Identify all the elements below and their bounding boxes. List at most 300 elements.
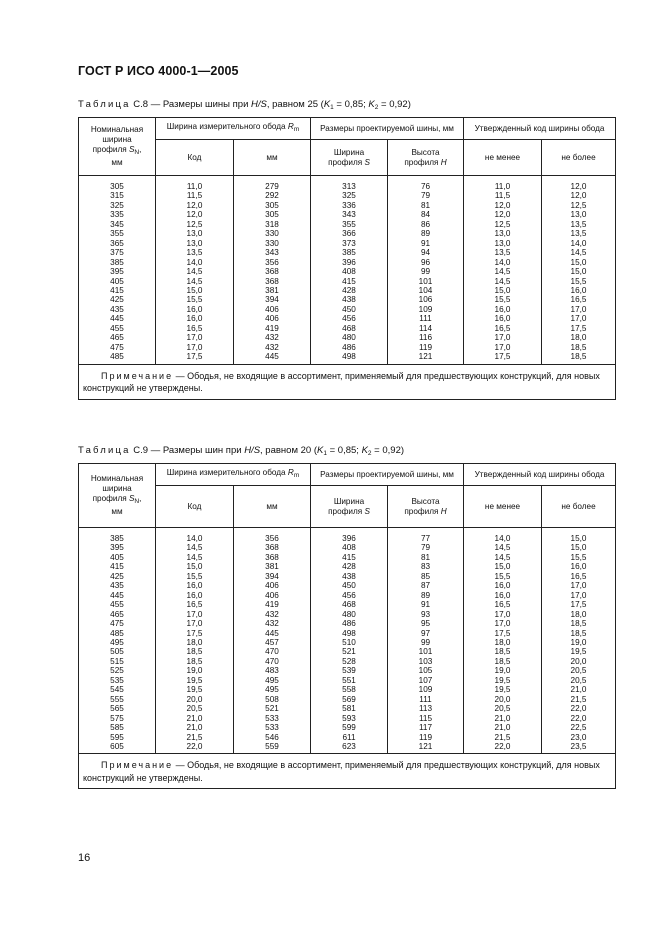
table-cell: 17,0 [156,619,234,628]
table-cell: 11,0 [464,176,542,192]
table-cell: 425 [79,572,156,581]
table-cell: 94 [388,248,464,257]
table-row [79,638,616,647]
table-cell: 22,0 [464,742,542,754]
table-cell: 121 [388,352,464,364]
table-cell: 19,0 [542,638,616,647]
table-cell: 599 [311,723,388,732]
approved-code-header: Утвержденный код ширины обода [464,464,616,486]
table-cell: 355 [311,220,388,229]
table-cell: 101 [388,277,464,286]
table-cell: 585 [79,723,156,732]
table-cell: 480 [311,610,388,619]
table-cell: 14,5 [464,267,542,276]
table-cell: 498 [311,629,388,638]
table-cell: 385 [311,248,388,257]
table-row [79,685,616,694]
table-cell: 81 [388,201,464,210]
table-cell: 20,5 [542,676,616,685]
table-cell: 17,0 [464,619,542,628]
table-cell: 521 [234,704,311,713]
table-cell: 335 [79,210,156,219]
table-cell: 115 [388,714,464,723]
table-cell: 21,0 [156,714,234,723]
table-cell: 18,5 [464,647,542,656]
table-cell: 91 [388,239,464,248]
table-cell: 15,0 [542,528,616,544]
table-cell: 84 [388,210,464,219]
table-cell: 366 [311,229,388,238]
table-cell: 18,5 [464,657,542,666]
table-row [79,258,616,267]
table-cell: 486 [311,619,388,628]
table-cell: 432 [234,343,311,352]
table-cell: 18,5 [542,352,616,364]
table-cell: 445 [234,629,311,638]
table-cell: 16,5 [464,324,542,333]
table-cell: 21,5 [156,733,234,742]
table-cell: 14,5 [156,553,234,562]
table-cell: 87 [388,581,464,590]
table-cell: 20,0 [542,657,616,666]
table-cell: 17,5 [156,352,234,364]
table-cell: 96 [388,258,464,267]
table-row [79,733,616,742]
table-cell: 480 [311,333,388,342]
table-cell: 415 [311,553,388,562]
table-cell: 18,5 [542,343,616,352]
table-cell: 79 [388,543,464,552]
table-cell: 18,5 [542,629,616,638]
table-cell: 395 [79,267,156,276]
table-cell: 20,0 [156,695,234,704]
table-cell: 16,0 [156,591,234,600]
table-cell: 495 [234,676,311,685]
table-cell: 16,0 [542,286,616,295]
table-cell: 22,0 [542,714,616,723]
table-cell: 17,5 [464,629,542,638]
table-cell: 14,5 [464,543,542,552]
max-header: не более [542,140,616,176]
table-cell: 111 [388,314,464,323]
table-cell: 368 [234,543,311,552]
table-row [79,267,616,276]
table-cell: 18,0 [542,610,616,619]
table-cell: 408 [311,543,388,552]
table-cell: 16,0 [156,305,234,314]
table-row [79,562,616,571]
table-cell: 465 [79,610,156,619]
rim-width-header: Ширина измерительного обода $R_m$ [156,118,311,140]
table-cell: 15,5 [464,295,542,304]
table-cell: 569 [311,695,388,704]
table-cell: 86 [388,220,464,229]
table-cell: 415 [79,286,156,295]
table-cell: 330 [234,229,311,238]
table-cell: 18,5 [156,647,234,656]
table-cell: 305 [234,201,311,210]
table-cell: 16,5 [464,600,542,609]
min-header: не менее [464,486,542,528]
table-cell: 97 [388,629,464,638]
table-cell: 456 [311,314,388,323]
table-cell: 368 [234,267,311,276]
table-cell: 12,5 [464,220,542,229]
table-cell: 510 [311,638,388,647]
table-cell: 419 [234,600,311,609]
table-cell: 396 [311,258,388,267]
table-cell: 406 [234,305,311,314]
table-cell: 533 [234,714,311,723]
table-row [79,647,616,656]
table-row [79,742,616,754]
table-cell: 12,5 [156,220,234,229]
table-cell: 21,5 [542,695,616,704]
table-cell: 13,0 [156,239,234,248]
tire-dimensions-header: Размеры проектируемой шины, мм [311,464,464,486]
table-row [79,600,616,609]
table-cell: 318 [234,220,311,229]
table-cell: 405 [79,553,156,562]
table-cell: 575 [79,714,156,723]
table-cell: 343 [234,248,311,257]
table-cell: 104 [388,286,464,295]
table-cell: 116 [388,333,464,342]
table-cell: 394 [234,572,311,581]
table-cell: 15,0 [156,286,234,295]
table-cell: 343 [311,210,388,219]
max-header: не более [542,486,616,528]
table-cell: 528 [311,657,388,666]
table-row [79,239,616,248]
table-cell: 450 [311,305,388,314]
table-cell: 415 [311,277,388,286]
table-cell: 475 [79,619,156,628]
table-cell: 12,0 [156,201,234,210]
table-cell: 13,5 [464,248,542,257]
table-cell: 406 [234,581,311,590]
approved-code-header: Утвержденный код ширины обода [464,118,616,140]
tire-dimensions-header: Размеры проектируемой шины, мм [311,118,464,140]
table-cell: 117 [388,723,464,732]
table-cell: 17,0 [156,610,234,619]
table-cell: 13,0 [464,239,542,248]
table-cell: 405 [79,277,156,286]
table-cell: 18,0 [156,638,234,647]
table-cell: 21,0 [156,723,234,732]
table-cell: 107 [388,676,464,685]
table-cell: 14,5 [464,277,542,286]
table-cell: 465 [79,333,156,342]
table-cell: 17,0 [464,343,542,352]
table-cell: 11,0 [156,176,234,192]
table-cell: 13,0 [156,229,234,238]
table-cell: 457 [234,638,311,647]
table-cell: 101 [388,647,464,656]
table-cell: 13,0 [542,210,616,219]
table-cell: 12,0 [464,201,542,210]
table-note: Примечание — Ободья, не входящие в ассортимент, применяемый для предшествующих конструкций, для новых конструкций не утверждены. [79,364,616,399]
table-cell: 17,0 [542,314,616,323]
table-cell: 17,5 [464,352,542,364]
table-cell: 15,0 [542,258,616,267]
table-cell: 539 [311,666,388,675]
table-cell: 16,5 [542,572,616,581]
table-cell: 521 [311,647,388,656]
tire-size-table [78,117,616,400]
table-cell: 438 [311,295,388,304]
table-row [79,248,616,257]
table-cell: 15,5 [156,572,234,581]
table-cell: 17,0 [542,305,616,314]
table-cell: 21,0 [542,685,616,694]
table-cell: 455 [79,324,156,333]
table-row [79,333,616,342]
table-row [79,286,616,295]
table-cell: 21,0 [464,714,542,723]
table-row [79,543,616,552]
table-cell: 16,0 [464,581,542,590]
table-cell: 406 [234,591,311,600]
table-cell: 20,0 [464,695,542,704]
table-row [79,201,616,210]
table-cell: 76 [388,176,464,192]
table-cell: 432 [234,619,311,628]
table-cell: 368 [234,277,311,286]
table-cell: 15,5 [464,572,542,581]
table-cell: 485 [79,352,156,364]
code-header: Код [156,140,234,176]
table-row [79,553,616,562]
table-row [79,657,616,666]
table-cell: 408 [311,267,388,276]
table-cell: 313 [311,176,388,192]
table-cell: 16,0 [464,314,542,323]
table-row [79,305,616,314]
table-cell: 13,5 [156,248,234,257]
table-cell: 93 [388,610,464,619]
table-cell: 77 [388,528,464,544]
nominal-width-header: Номинальная ширина профиля $S_N$, мм [79,464,156,528]
table-cell: 14,0 [542,239,616,248]
table-cell: 15,0 [542,543,616,552]
table-cell: 356 [234,528,311,544]
table-cell: 15,0 [464,562,542,571]
table-cell: 79 [388,191,464,200]
table-cell: 485 [79,629,156,638]
table-row [79,666,616,675]
table-cell: 19,0 [156,666,234,675]
table-cell: 559 [234,742,311,754]
table-cell: 22,0 [156,742,234,754]
table-cell: 113 [388,704,464,713]
table-cell: 16,0 [464,591,542,600]
table-cell: 305 [79,176,156,192]
table-cell: 119 [388,343,464,352]
table-cell: 109 [388,305,464,314]
profile-height-header: Высота профиля H [388,486,464,528]
table-row [79,528,616,544]
table-caption: Таблица С.8 — Размеры шины при H/S, равном 25 ($K_1 = 0,85$; $K_2 = 0,92$) [78,99,411,111]
table-cell: 16,0 [156,314,234,323]
table-cell: 16,5 [156,324,234,333]
table-cell: 545 [79,685,156,694]
table-cell: 483 [234,666,311,675]
table-cell: 19,0 [464,666,542,675]
table-cell: 16,5 [156,600,234,609]
table-row [79,581,616,590]
tire-size-table [78,463,616,789]
profile-height-header: Высота профиля H [388,140,464,176]
table-row [79,324,616,333]
table-cell: 470 [234,647,311,656]
table-cell: 15,5 [542,277,616,286]
table-cell: 103 [388,657,464,666]
table-cell: 81 [388,553,464,562]
table-cell: 19,5 [464,685,542,694]
table-cell: 450 [311,581,388,590]
table-cell: 515 [79,657,156,666]
table-cell: 470 [234,657,311,666]
table-cell: 315 [79,191,156,200]
code-header: Код [156,486,234,528]
table-cell: 505 [79,647,156,656]
table-cell: 109 [388,685,464,694]
table-cell: 456 [311,591,388,600]
table-cell: 20,5 [464,704,542,713]
table-cell: 13,0 [464,229,542,238]
table-caption: Таблица С.9 — Размеры шин при H/S, равном 20 ($K_1 = 0,85$; $K_2 = 0,92$) [78,445,405,457]
table-cell: 19,5 [464,676,542,685]
table-cell: 325 [79,201,156,210]
table-cell: 95 [388,619,464,628]
table-cell: 455 [79,600,156,609]
table-cell: 85 [388,572,464,581]
table-cell: 17,5 [156,629,234,638]
table-cell: 330 [234,239,311,248]
table-cell: 396 [311,528,388,544]
table-cell: 593 [311,714,388,723]
table-cell: 11,5 [464,191,542,200]
table-cell: 475 [79,343,156,352]
table-cell: 415 [79,562,156,571]
table-cell: 385 [79,528,156,544]
table-cell: 555 [79,695,156,704]
table-row [79,314,616,323]
table-cell: 445 [79,314,156,323]
table-cell: 17,0 [156,333,234,342]
table-cell: 355 [79,229,156,238]
table-cell: 16,5 [542,295,616,304]
table-cell: 432 [234,333,311,342]
table-row [79,343,616,352]
profile-width-header: Ширина профиля S [311,140,388,176]
table-cell: 17,0 [542,581,616,590]
table-row [79,591,616,600]
table-cell: 17,5 [542,600,616,609]
table-row [79,572,616,581]
table-cell: 20,5 [156,704,234,713]
table-cell: 18,0 [464,638,542,647]
table-cell: 581 [311,704,388,713]
table-cell: 16,0 [464,305,542,314]
table-cell: 22,5 [542,723,616,732]
rim-width-header: Ширина измерительного обода $R_m$ [156,464,311,486]
table-cell: 435 [79,581,156,590]
table-row [79,676,616,685]
table-cell: 558 [311,685,388,694]
table-cell: 15,0 [464,286,542,295]
table-cell: 14,0 [156,528,234,544]
table-cell: 21,5 [464,733,542,742]
table-cell: 12,0 [542,176,616,192]
table-cell: 14,5 [542,248,616,257]
table-cell: 508 [234,695,311,704]
table-cell: 14,5 [156,277,234,286]
table-cell: 15,5 [542,553,616,562]
table-cell: 395 [79,543,156,552]
table-cell: 17,0 [464,333,542,342]
table-cell: 16,0 [156,581,234,590]
table-cell: 373 [311,239,388,248]
table-cell: 14,0 [156,258,234,267]
table-cell: 16,0 [542,562,616,571]
table-cell: 21,0 [464,723,542,732]
table-cell: 17,5 [542,324,616,333]
table-cell: 105 [388,666,464,675]
profile-width-header: Ширина профиля S [311,486,388,528]
table-cell: 394 [234,295,311,304]
table-cell: 14,0 [464,528,542,544]
table-cell: 106 [388,295,464,304]
table-cell: 533 [234,723,311,732]
table-cell: 428 [311,562,388,571]
table-cell: 12,0 [156,210,234,219]
table-cell: 546 [234,733,311,742]
table-row [79,229,616,238]
document-header: ГОСТ Р ИСО 4000-1—2005 [78,64,239,78]
table-cell: 425 [79,295,156,304]
table-cell: 83 [388,562,464,571]
table-row [79,352,616,364]
table-cell: 445 [234,352,311,364]
table-cell: 119 [388,733,464,742]
table-cell: 20,5 [542,666,616,675]
table-cell: 17,0 [156,343,234,352]
table-cell: 19,5 [156,676,234,685]
table-cell: 89 [388,591,464,600]
table-cell: 18,5 [542,619,616,628]
table-cell: 12,0 [542,191,616,200]
table-row [79,695,616,704]
table-cell: 495 [234,685,311,694]
table-cell: 385 [79,258,156,267]
table-cell: 15,0 [156,562,234,571]
table-cell: 111 [388,695,464,704]
table-cell: 14,0 [464,258,542,267]
table-cell: 12,5 [542,201,616,210]
table-cell: 121 [388,742,464,754]
table-cell: 595 [79,733,156,742]
nominal-width-header: Номинальная ширина профиля $S_N$, мм [79,118,156,176]
table-cell: 23,5 [542,742,616,754]
table-cell: 406 [234,314,311,323]
table-cell: 11,5 [156,191,234,200]
table-cell: 99 [388,267,464,276]
table-row [79,295,616,304]
mm-header: мм [234,486,311,528]
table-cell: 435 [79,305,156,314]
